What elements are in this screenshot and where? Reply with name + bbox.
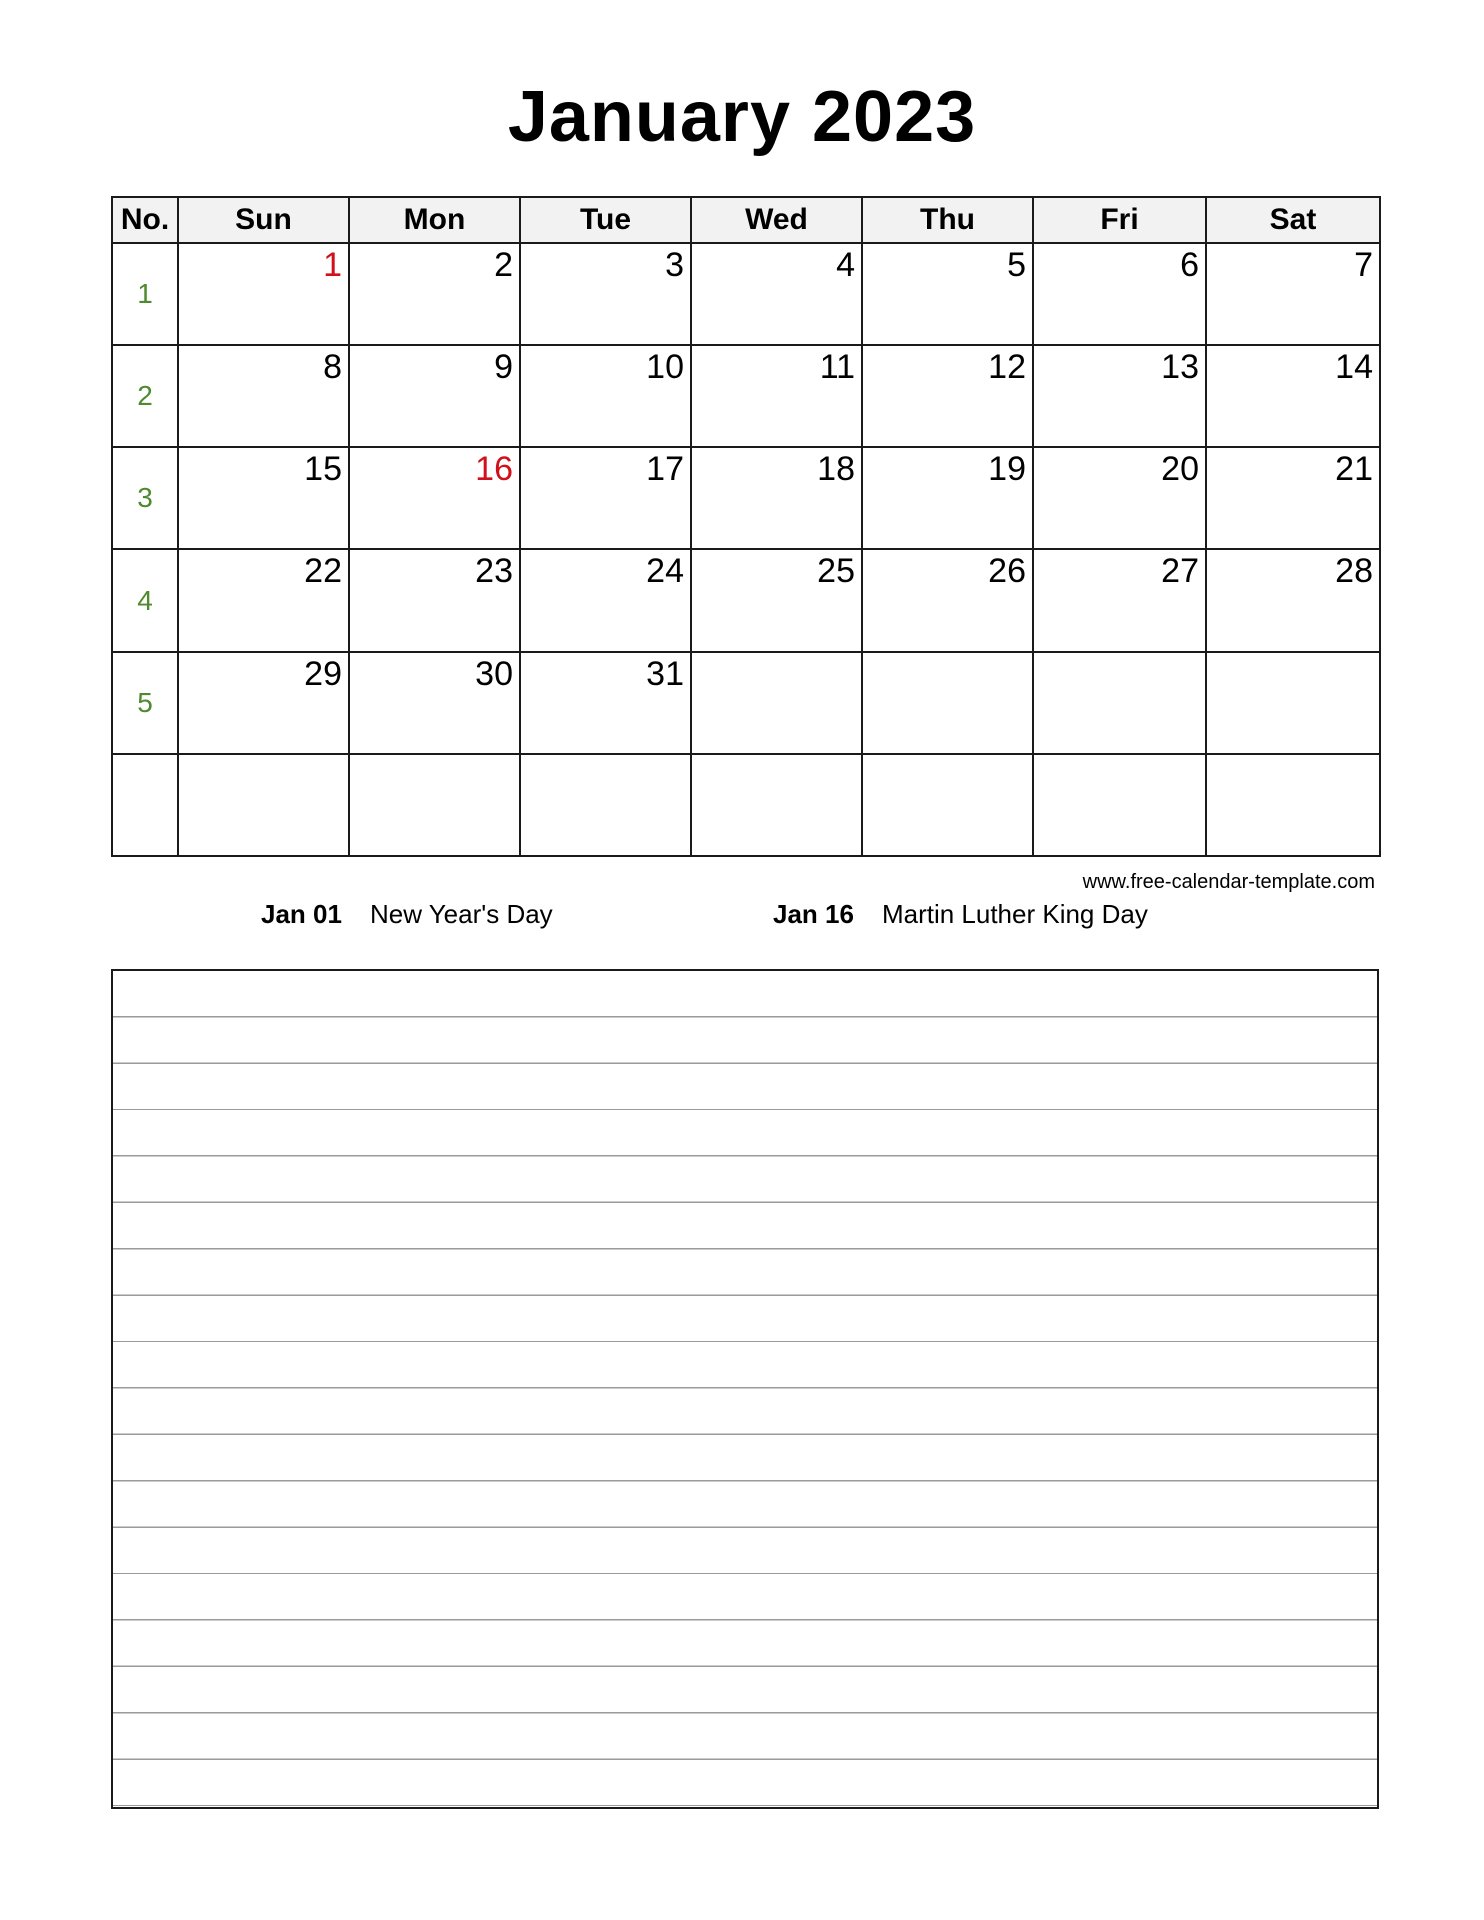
- week-number: [112, 754, 178, 856]
- holiday-entry: [261, 898, 553, 930]
- weekday-header-thu: Thu: [862, 197, 1033, 243]
- week-row: [112, 652, 1380, 754]
- day-cell[interactable]: [862, 447, 1033, 549]
- holiday-name: New Year's Day: [369, 899, 553, 929]
- day-cell[interactable]: [520, 447, 691, 549]
- weekday-header-tue: Tue: [520, 197, 691, 243]
- week-number: 3: [112, 447, 178, 549]
- day-cell[interactable]: [1206, 754, 1380, 856]
- website-link[interactable]: www.free-calendar-template.com: [1082, 871, 1375, 893]
- holiday-name: Martin Luther King Day: [881, 899, 1148, 929]
- day-cell[interactable]: [691, 652, 862, 754]
- day-number: [350, 755, 519, 757]
- calendar-title: January 2023: [507, 77, 977, 157]
- day-number: [692, 755, 861, 757]
- day-cell[interactable]: [862, 549, 1033, 651]
- day-cell[interactable]: [691, 549, 862, 651]
- week-number: 4: [112, 549, 178, 651]
- day-cell[interactable]: [1033, 549, 1206, 651]
- day-number: [692, 653, 861, 655]
- day-number: [1207, 755, 1379, 757]
- day-cell[interactable]: [1033, 754, 1206, 856]
- holiday-date: Jan 01: [261, 899, 342, 929]
- day-cell[interactable]: [178, 243, 349, 345]
- weekday-header-mon: Mon: [349, 197, 520, 243]
- weekday-header-row: [112, 197, 1380, 243]
- notes-area[interactable]: [111, 969, 1379, 1809]
- day-cell[interactable]: [1206, 243, 1380, 345]
- week-row: [112, 549, 1380, 651]
- day-cell[interactable]: [691, 243, 862, 345]
- day-cell[interactable]: [520, 549, 691, 651]
- day-number: 11: [819, 348, 855, 387]
- day-cell[interactable]: [1033, 243, 1206, 345]
- week-number: 1: [112, 243, 178, 345]
- weekday-header-sun: Sun: [178, 197, 349, 243]
- day-number: 27: [1161, 552, 1199, 591]
- weekday-header-wed: Wed: [691, 197, 862, 243]
- day-number: 22: [304, 552, 342, 591]
- day-cell[interactable]: [1033, 447, 1206, 549]
- day-cell[interactable]: [178, 447, 349, 549]
- week-row: [112, 754, 1380, 856]
- day-cell[interactable]: [178, 652, 349, 754]
- day-number: 29: [304, 654, 342, 693]
- day-cell[interactable]: [691, 754, 862, 856]
- day-cell[interactable]: [691, 447, 862, 549]
- day-cell[interactable]: [862, 243, 1033, 345]
- day-number: [1034, 755, 1205, 757]
- day-cell[interactable]: [1033, 345, 1206, 447]
- day-number: 31: [646, 654, 684, 693]
- day-cell[interactable]: [520, 652, 691, 754]
- holiday-date: Jan 16: [773, 899, 854, 929]
- day-cell[interactable]: [520, 754, 691, 856]
- holiday-entry: [773, 898, 1148, 930]
- day-number: [1034, 653, 1205, 655]
- day-cell[interactable]: [349, 652, 520, 754]
- day-cell[interactable]: [349, 243, 520, 345]
- day-number: [863, 653, 1032, 655]
- day-number: 12: [988, 348, 1026, 387]
- day-cell[interactable]: [1206, 345, 1380, 447]
- day-cell[interactable]: [520, 243, 691, 345]
- day-number: 21: [1335, 450, 1373, 489]
- day-cell[interactable]: [862, 345, 1033, 447]
- day-number: 10: [646, 348, 684, 387]
- day-number: 3: [665, 246, 684, 284]
- day-number: 7: [1354, 246, 1373, 284]
- day-number: [1207, 653, 1379, 655]
- day-number: 24: [646, 552, 684, 591]
- calendar-grid: [111, 196, 1381, 857]
- day-number-holiday: 1: [323, 246, 342, 284]
- day-number: 4: [836, 246, 855, 284]
- weekday-header-fri: Fri: [1033, 197, 1206, 243]
- day-cell[interactable]: [862, 754, 1033, 856]
- week-row: [112, 345, 1380, 447]
- day-number: 25: [817, 552, 855, 591]
- day-cell[interactable]: [1206, 652, 1380, 754]
- week-number: 2: [112, 345, 178, 447]
- day-cell[interactable]: [862, 652, 1033, 754]
- day-number: 28: [1335, 552, 1373, 591]
- day-cell[interactable]: [1206, 447, 1380, 549]
- day-cell[interactable]: [349, 754, 520, 856]
- day-number: 19: [988, 450, 1026, 489]
- day-number: 18: [817, 450, 855, 489]
- day-number: [179, 755, 348, 757]
- day-cell[interactable]: [349, 345, 520, 447]
- day-cell[interactable]: [178, 345, 349, 447]
- day-number: 6: [1180, 246, 1199, 284]
- week-number-header: No.: [112, 197, 178, 243]
- day-cell[interactable]: [691, 345, 862, 447]
- day-number: 5: [1007, 246, 1026, 284]
- day-number: 9: [494, 348, 513, 387]
- day-number-holiday: 16: [475, 450, 513, 489]
- day-number: 23: [475, 552, 513, 591]
- day-number: [521, 755, 690, 757]
- day-number: 14: [1335, 348, 1373, 387]
- day-number: 30: [475, 654, 513, 693]
- day-cell[interactable]: [178, 754, 349, 856]
- day-number: [863, 755, 1032, 757]
- day-cell[interactable]: [1206, 549, 1380, 651]
- week-number: 5: [112, 652, 178, 754]
- weekday-header-sat: Sat: [1206, 197, 1380, 243]
- day-number: 15: [304, 450, 342, 489]
- day-number: 26: [988, 552, 1026, 591]
- week-row: [112, 243, 1380, 345]
- day-number: 8: [323, 348, 342, 387]
- day-number: 2: [494, 246, 513, 284]
- day-cell[interactable]: [178, 549, 349, 651]
- day-cell[interactable]: [349, 447, 520, 549]
- day-cell[interactable]: [520, 345, 691, 447]
- day-cell[interactable]: [1033, 652, 1206, 754]
- week-row: [112, 447, 1380, 549]
- day-cell[interactable]: [349, 549, 520, 651]
- day-number: 17: [646, 450, 684, 489]
- day-number: 20: [1161, 450, 1199, 489]
- day-number: 13: [1161, 348, 1199, 387]
